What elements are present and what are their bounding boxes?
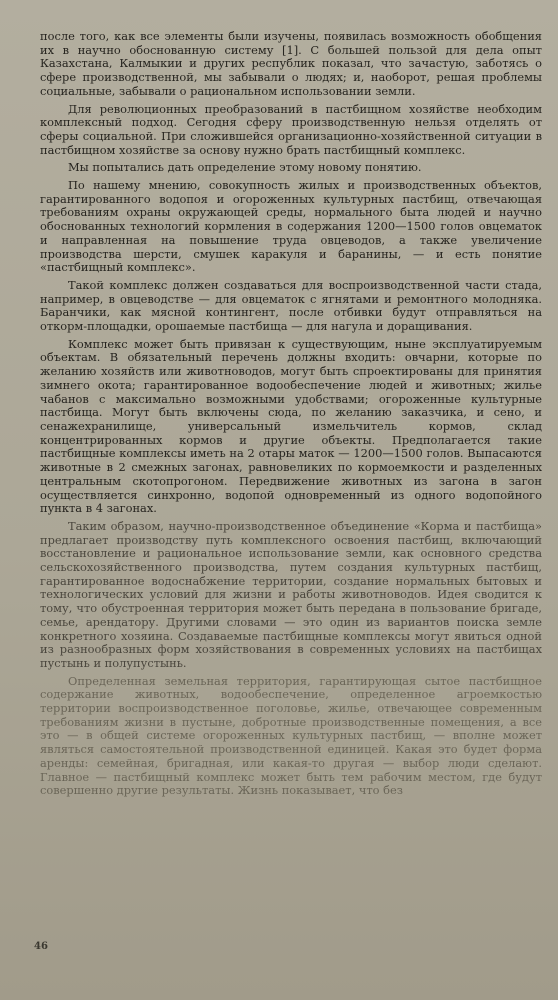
paragraph: Комплекс может быть привязан к существующим, ныне эксплуатируемым объектам. В обязательный перечень должны входить: овчарни, которые по желанию хозяйств или животноводов, могут быть спроектированы для принятия зимнего окота; гарантированное водообеспечение людей и животных; жилье чабанов с максимально возможными удобствами; огороженные культурные пастбища. Могут быть включены сюда, по желанию заказчика, и сено, и сенажехранилище, универсальный измельчитель кормов, склад концентрированных кормов и другие объекты. Предполагается такие пастбищные комплексы иметь на 2 отары маток — 1200—1500 голов. Выпасаются животные в 2 смежных загонах, равновеликих по кормоемкости и разделенных центральным скотопрогоном. Передвижение животных из загона в загон осуществляется синхронно, водопой одновременный из одного водопойного пункта в 4 загонах. xyxy=(40,336,542,516)
paragraph: Мы попытались дать определение этому новому понятию. xyxy=(68,160,422,175)
paragraph: Для революционных преобразований в пастбищном хозяйстве необходим комплексный подход. Сегодня сферу производственную нельзя отделять от сферы социальной. При сложившейся организационно-хозяйственной ситуации в пастбищном хозяйстве за основу нужно брать пастбищный комплекс. xyxy=(40,101,542,157)
page-number: 46 xyxy=(34,941,48,952)
paragraph: Таким образом, научно-производственное объединение «Корма и пастбища» предлагает производству путь комплексного освоения пастбищ, включающий восстановление и рациональное использование земли, как основного средства сельскохозяйственного производства, путем создания культурных пастбищ, гарантированное водоснабжение территории, создание нормальных бытовых и технологических условий для жизни и работы животноводов. Идея сводится к тому, что обустроенная территория может быть передана в пользование бригаде, семье, арендатору. Другими словами — это один из вариантов поиска земле конкретного хозяина. Создаваемые пастбищные комплексы могут явиться одной из разнообразных форм хозяйствования в современных условиях на пастбищах пустынь и полупустынь. xyxy=(40,518,542,670)
paragraph: после того, как все элементы были изучены, появилась возможность обобщения их в научно обоснованную систему [1]. С большей пользой для дела опыт Казахстана, Калмыкии и других республик показал, что зачастую, заботясь о сфере производственной, мы забывали о людях; и, наоборот, решая проблемы социальные, забывали о рациональном использовании земли. xyxy=(40,29,542,98)
paragraph: Определенная земельная территория, гарантирующая сытое пастбищное содержание животных, водообеспечение, определенное агроемкостью территории воспроизводственное поголовье, жилье, отвечающее современным требованиям жизни в пустыне, добротные производственные помещения, а все это — в общей системе огороженных культурных пастбищ, — вполне может являться самостоятельной производственной единицей. Какая это будет форма аренды: семейная, бригадная, или какая-то другая — выбор люди сделают. Главное — пастбищный комплекс может быть тем рабочим местом, где будут совершенно другие результаты. Жизнь показывает, что без xyxy=(40,673,542,798)
paragraph: По нашему мнению, совокупность жилых и производственных объектов, гарантированного водопоя и огороженных культурных пастбищ, отвечающая требованиям охраны окружающей среды, нормального быта людей и научно обоснованных технологий кормления в содержания 1200—1500 голов овцематок и направленная на повышение труда овцеводов, а также увеличение производства шерсти, смушек каракуля и баранины, — и есть понятие «пастбищный комплекс». xyxy=(40,178,542,275)
body-text xyxy=(40,30,542,802)
paragraph: Такой комплекс должен создаваться для воспроизводственной части стада, например, в овцеводстве — для овцематок с ягнятами и ремонтного молодняка. Баранчики, как мясной контингент, после отбивки будут отправляться на откорм-площадки, орошаемые пастбища — для нагула и доращивания. xyxy=(40,277,542,334)
